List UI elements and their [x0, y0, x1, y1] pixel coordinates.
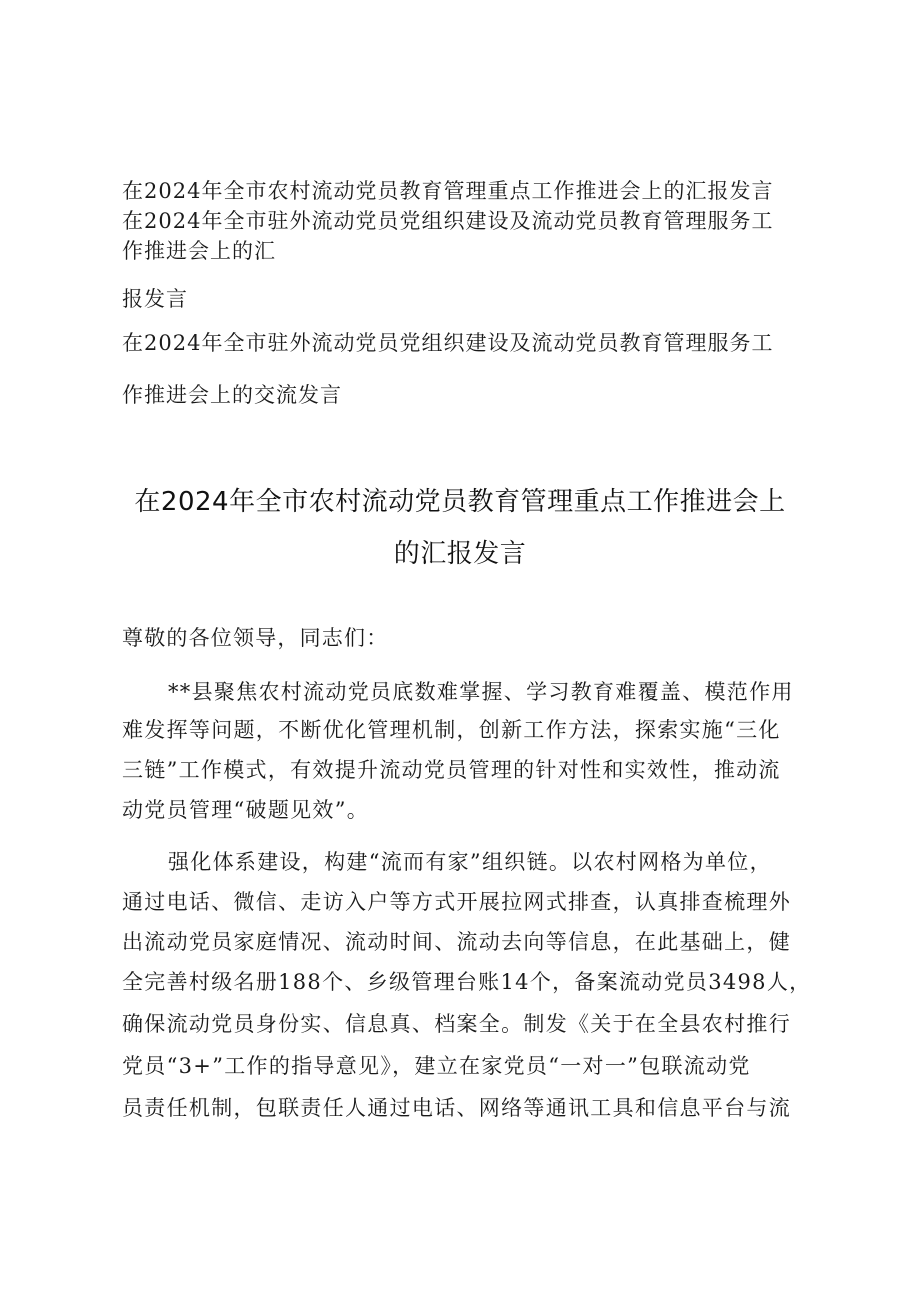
paragraph-1-line: 动党员管理“破题见效”。 [122, 798, 370, 822]
paragraph-2-line: 党员“3+”工作的指导意见》，建立在家党员“一对一”包联流动党 [122, 1054, 751, 1078]
paragraph-2-line: 强化体系建设，构建“流而有家”组织链。以农村网格为单位， [168, 850, 772, 874]
toc-entry-1: 在2024年全市农村流动党员教育管理重点工作推进会上的汇报发言 [122, 179, 774, 203]
document-title-line-1: 在2024年全市农村流动党员教育管理重点工作推进会上 [134, 487, 786, 517]
paragraph-1-line: **县聚焦农村流动党员底数难掌握、学习教育难覆盖、模范作用 [168, 680, 794, 704]
toc-entry-3-line-2: 作推进会上的交流发言 [122, 383, 342, 407]
document-title-line-2: 的汇报发言 [393, 539, 527, 569]
salutation: 尊敬的各位领导，同志们： [122, 626, 389, 650]
paragraph-1-line: 三链”工作模式，有效提升流动党员管理的针对性和实效性，推动流 [122, 758, 781, 782]
paragraph-2-line: 出流动党员家庭情况、流动时间、流动去向等信息，在此基础上，健 [122, 930, 791, 954]
paragraph-2-line: 确保流动党员身份实、信息真、档案全。制发《关于在全县农村推行 [122, 1012, 791, 1036]
paragraph-2-line: 全完善村级名册188个、乡级管理台账14个，备案流动党员3498人， [122, 970, 812, 994]
toc-entry-3-line-1: 在2024年全市驻外流动党员党组织建设及流动党员教育管理服务工 [122, 331, 774, 355]
paragraph-2-line: 员责任机制，包联责任人通过电话、网络等通讯工具和信息平台与流 [122, 1096, 791, 1120]
table-of-contents [122, 176, 812, 410]
toc-entry-2-line-3: 报发言 [122, 287, 188, 311]
paragraph-2-line: 通过电话、微信、走访入户等方式开展拉网式排查，认真排查梳理外 [122, 890, 791, 914]
toc-entry-2-line-1: 在2024年全市驻外流动党员党组织建设及流动党员教育管理服务工 [122, 209, 774, 233]
toc-entry-2-line-2: 作推进会上的汇 [122, 239, 276, 263]
paragraph-1-line: 难发挥等问题，不断优化管理机制，创新工作方法，探索实施“三化 [122, 718, 781, 742]
